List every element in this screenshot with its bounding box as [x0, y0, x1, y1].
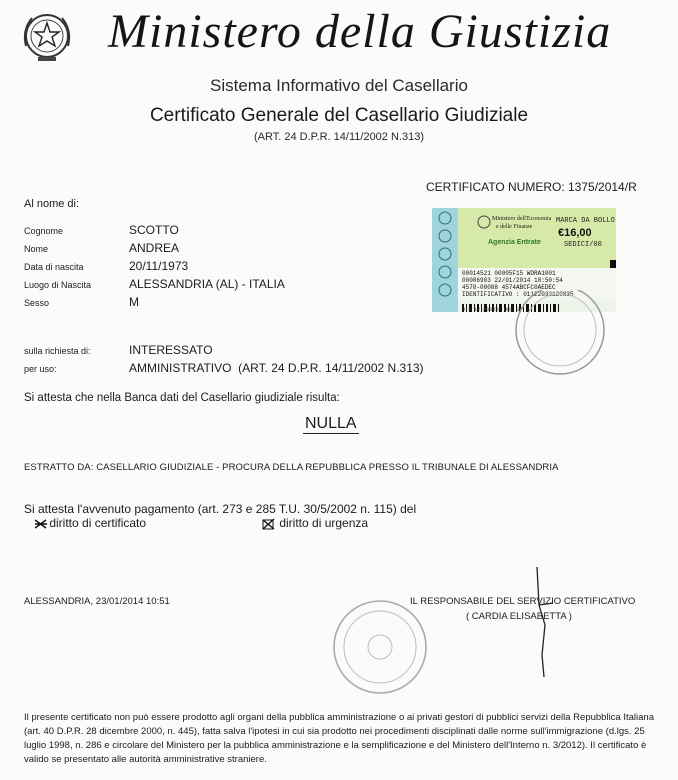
- page-title: Certificato Generale del Casellario Giudiziale: [149, 105, 529, 126]
- nascita-value: 20/11/1973: [129, 259, 189, 273]
- payment-item-urgenza: [262, 516, 368, 530]
- nascita-label: Data di nascita: [24, 262, 84, 272]
- nome-label: Nome: [24, 244, 49, 254]
- luogo-value: ALESSANDRIA (AL) - ITALIA: [129, 277, 285, 291]
- sesso-label: Sesso: [24, 298, 50, 308]
- stamp-code3: 4578-00088 4574ABCFC0AEDEC: [462, 284, 556, 291]
- place-date: ALESSANDRIA, 23/01/2014 10:51: [24, 596, 170, 607]
- richiesta-label: sulla richiesta di:: [24, 346, 91, 356]
- cross-mark-icon: [262, 517, 276, 527]
- richiesta-value: INTERESSATO: [129, 343, 213, 357]
- responsible-name: ( CARDIA ELISABETTA ): [466, 611, 572, 622]
- law-reference: (ART. 24 D.P.R. 14/11/2002 N.313): [254, 131, 424, 143]
- ministry-title: Ministero della Giustizia: [108, 5, 612, 58]
- round-postmark: [500, 290, 620, 390]
- stamp-code2: 00006903 22/01/2014 18:50:54: [462, 277, 563, 284]
- stamp-finance: e delle Finanze: [496, 224, 533, 230]
- certificate-number: CERTIFICATO NUMERO: 1375/2014/R: [426, 180, 637, 194]
- cognome-value: SCOTTO: [129, 223, 179, 237]
- cognome-label: Cognome: [24, 226, 64, 236]
- official-seal: [330, 597, 430, 697]
- subject-heading: Al nome di:: [24, 198, 80, 210]
- estratto-text: ESTRATTO DA: CASELLARIO GIUDIZIALE - PROCURA DELLA REPUBBLICA PRESSO IL TRIBUNALE DI ALESSANDRIA: [24, 462, 559, 473]
- stamp-code1: 00014521 00005F15 WDRA1001: [462, 270, 556, 277]
- footer-notice: Il presente certificato non può essere prodotto agli organi della pubblica amministrazione o ai privati gestori di pubblici servizi della Repubblica Italiana (art. 40 D.P.R. 28 dicembre 2000, n. 445), fatta salva l'ipotesi in cui sia prodotto nei procedimenti disciplinati dalle norme sull'immigrazione (d.lgs. 25 luglio 1998, n. 286 e circolare del Ministero per la pubblica amministrazione e la semplificazione e del Ministero dell'Interno n. 3/2012). Il certificato è valido se presentato alle autorità amministrative straniere.: [24, 712, 654, 765]
- uso-label: per uso:: [24, 364, 57, 374]
- uso-value: AMMINISTRATIVO (ART. 24 D.P.R. 14/11/2002 N.313): [129, 361, 424, 375]
- luogo-label: Luogo di Nascita: [24, 280, 92, 290]
- payment-text: Si attesta l'avvenuto pagamento (art. 273 e 285 T.U. 30/5/2002 n. 115) del: [24, 502, 417, 516]
- stamp-barcode-number: 0 1 12 203232 083 5: [462, 307, 520, 312]
- stamp-amount: €16,00: [558, 227, 592, 239]
- responsible-title: IL RESPONSABILE DEL SERVIZIO CERTIFICATIVO: [410, 596, 636, 607]
- cross-mark-icon: [34, 517, 46, 527]
- stamp-agency: Agenzia Entrate: [488, 239, 541, 246]
- payment-item-urgenza-label: diritto di urgenza: [279, 516, 369, 530]
- attest-text: Si attesta che nella Banca dati del Casellario giudiziale risulta:: [24, 392, 340, 404]
- stamp-label: MARCA DA BOLLO: [556, 217, 615, 225]
- stamp-ministry: Ministero dell'Economia: [492, 216, 552, 222]
- republic-emblem-icon: [18, 6, 76, 64]
- system-title: Sistema Informativo del Casellario: [210, 76, 468, 95]
- payment-item-certificato: [34, 516, 146, 530]
- sesso-value: M: [129, 295, 139, 309]
- result-value: NULLA: [305, 415, 357, 432]
- payment-item-certificato-label: diritto di certificato: [49, 516, 147, 530]
- stamp-amount-words: SEDICI/00: [564, 241, 602, 249]
- stamp-code4: IDENTIFICATIVO : 01122032120835: [462, 291, 574, 298]
- signature: [515, 565, 575, 680]
- nome-value: ANDREA: [129, 241, 180, 255]
